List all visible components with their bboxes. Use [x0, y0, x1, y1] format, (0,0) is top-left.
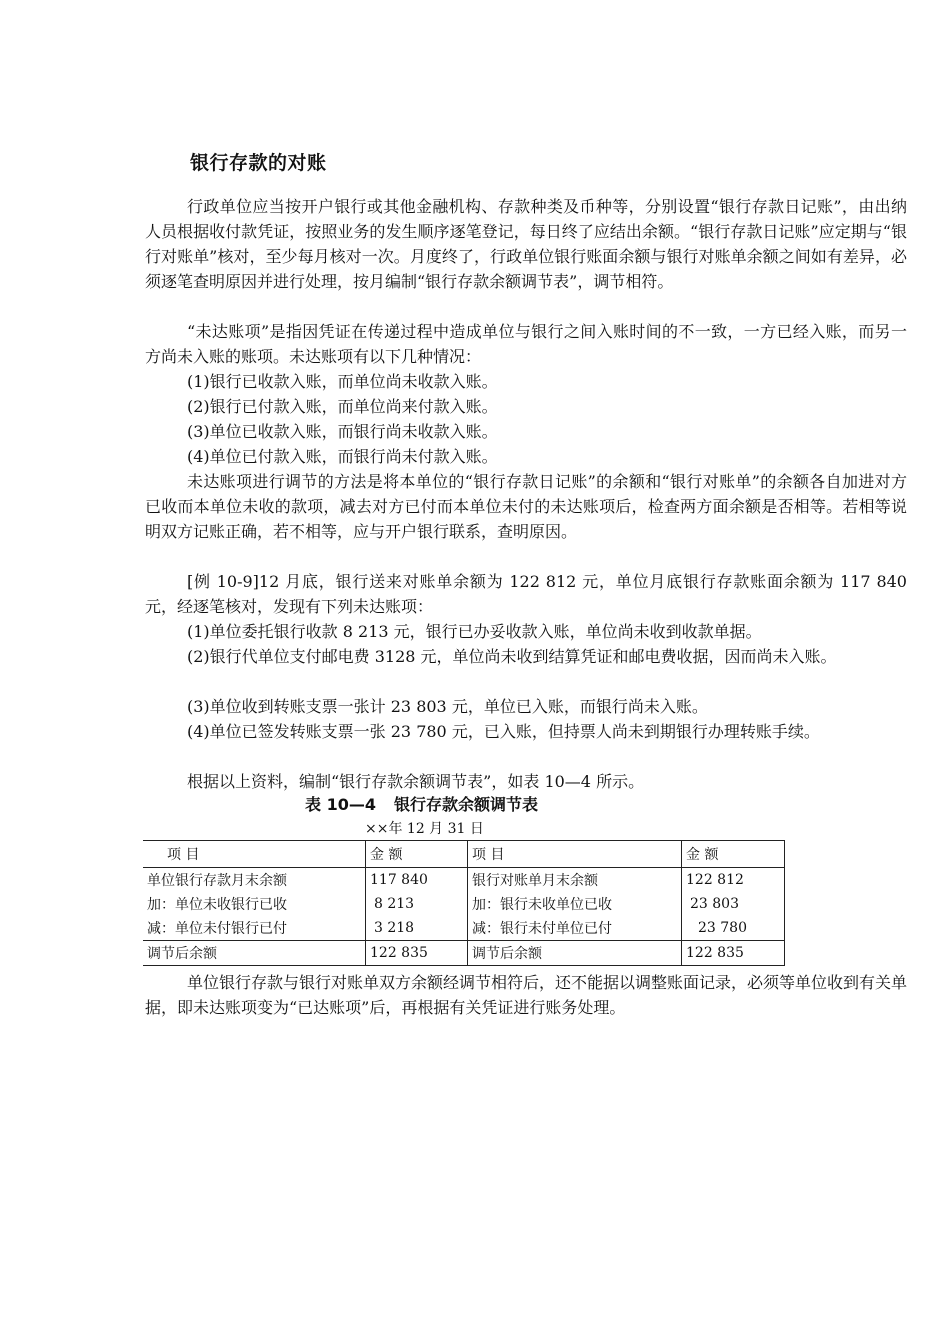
reconciliation-table	[143, 840, 785, 966]
case-item-4: (4)单位已付款入账，而银行尚未付款入账。	[187, 447, 498, 466]
header-amount-left: 金 额	[366, 841, 468, 868]
header-item-left: 项 目	[143, 841, 366, 868]
row2-right-amount: 23 803	[682, 892, 785, 916]
example-item-3: (3)单位收到转账支票一张计 23 803 元，单位已入账，而银行尚未入账。	[187, 697, 708, 716]
section-title: 银行存款的对账	[190, 152, 327, 174]
row3-left-item: 减：单位未付银行已付	[147, 921, 287, 937]
definition-paragraph: “未达账项”是指因凭证在传递过程中造成单位与银行之间入账时间的不一致，一方已经入账，而另一方尚未入账的账项。未达账项有以下几种情况：	[145, 322, 907, 366]
row1-left-amount: 117 840	[366, 868, 468, 893]
row3-right-amount: 23 780	[682, 916, 785, 941]
total-right-item: 调节后余额	[468, 941, 682, 966]
row1-right-item: 银行对账单月末余额	[468, 868, 682, 893]
case-item-1: (1)银行已收款入账，而单位尚未收款入账。	[187, 372, 498, 391]
table-name: 银行存款余额调节表	[393, 795, 538, 814]
row1-right-amount: 122 812	[682, 868, 785, 893]
table-row	[143, 868, 785, 893]
case-item-3: (3)单位已收款入账，而银行尚未收款入账。	[187, 422, 498, 441]
table-date: ××年 12 月 31 日	[365, 821, 484, 837]
method-paragraph: 未达账项进行调节的方法是将本单位的“银行存款日记账”的余额和“银行对账单”的余额各自加进对方已收而本单位未收的款项，减去对方已付而本单位未付的未达账项后，检查两方面余额是否相等。若相等说明双方记账正确，若不相等，应与开户银行联系，查明原因。	[145, 472, 907, 541]
table-row	[143, 916, 785, 941]
example-item-4: (4)单位已签发转账支票一张 23 780 元，已入账，但持票人尚未到期银行办理转账手续。	[187, 722, 820, 741]
table-number: 表 10—4	[305, 795, 376, 814]
example-paragraph: [例 10-9]12 月底，银行送来对账单余额为 122 812 元，单位月底银行存款账面余额为 117 840 元，经逐笔核对，发现有下列未达账项：	[145, 572, 907, 616]
total-left-item: 调节后余额	[143, 941, 366, 966]
table-lead-in: 根据以上资料，编制“银行存款余额调节表”，如表 10—4 所示。	[187, 772, 645, 791]
table-header-row	[143, 841, 785, 868]
row2-left-amount: 8 213	[366, 892, 468, 916]
example-item-1: (1)单位委托银行收款 8 213 元，银行已办妥收款入账，单位尚未收到收款单据。	[187, 622, 762, 641]
total-right-amount: 122 835	[682, 941, 785, 966]
table-total-row	[143, 941, 785, 966]
row2-left-item: 加：单位未收银行已收	[147, 897, 287, 913]
table-title	[305, 792, 538, 815]
header-amount-right: 金 额	[682, 841, 785, 868]
row3-right-item: 减：银行未付单位已付	[468, 916, 682, 941]
header-item-right: 项 目	[468, 841, 682, 868]
closing-paragraph: 单位银行存款与银行对账单双方余额经调节相符后，还不能据以调整账面记录，必须等单位收到有关单据，即未达账项变为“已达账项”后，再根据有关凭证进行账务处理。	[145, 973, 908, 1017]
row3-left-amount: 3 218	[366, 916, 468, 941]
intro-paragraph: 行政单位应当按开户银行或其他金融机构、存款种类及币种等，分别设置“银行存款日记账”，由出纳人员根据收付款凭证，按照业务的发生顺序逐笔登记，每日终了应结出余额。“银行存款日记账”应定期与“银行对账单”核对，至少每月核对一次。月度终了，行政单位银行账面余额与银行对账单余额之间如有差异，必须逐笔查明原因并进行处理，按月编制“银行存款余额调节表”，调节相符。	[145, 197, 907, 291]
row1-left-item: 单位银行存款月末余额	[147, 873, 287, 889]
case-item-2: (2)银行已付款入账，而单位尚来付款入账。	[187, 397, 498, 416]
table-row	[143, 892, 785, 916]
total-left-amount: 122 835	[366, 941, 468, 966]
example-item-2: (2)银行代单位支付邮电费 3128 元，单位尚未收到结算凭证和邮电费收据，因而尚未入账。	[187, 647, 837, 666]
row2-right-item: 加：银行未收单位已收	[468, 892, 682, 916]
